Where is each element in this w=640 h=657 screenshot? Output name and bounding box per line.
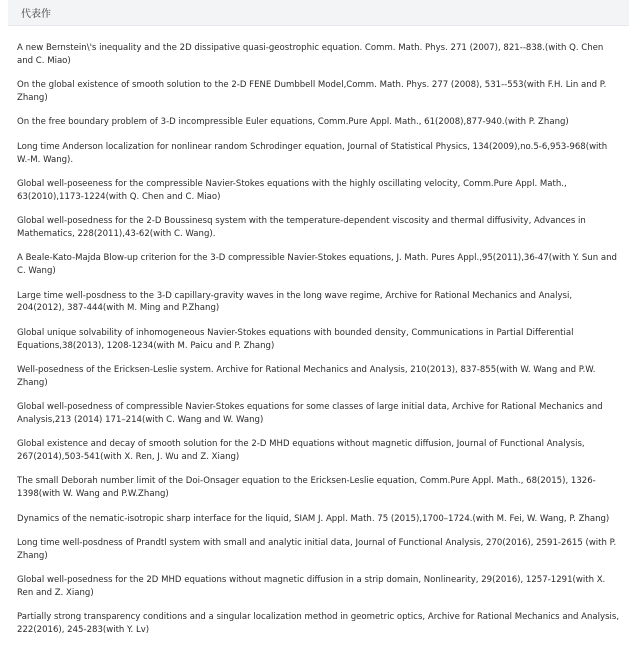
publication-item: Global well-poseeness for the compressible Navier-Stokes equations with the highly oscillating velocity, Comm.Pure Appl. Math., 63(2010),1173-1224(with Q. Chen and C. Miao) (17, 178, 567, 202)
section-header (8, 0, 629, 26)
publication-item: Partially strong transparency conditions and a singular localization method in geometric optics, Archive for Rational Mechanics and Analysis, 222(2016), 245-283(with Y. Lv) (17, 612, 620, 636)
publication-item: The small Deborah number limit of the Doi-Onsager equation to the Ericksen-Leslie equation, Comm.Pure Appl. Math., 68(2015), 1326-1398(with W. Wang and P.W.Zhang) (17, 476, 596, 500)
publication-item: On the free boundary problem of 3-D incompressible Euler equations, Comm.Pure Appl. Math., 61(2008),877-940.(with P. Zhang) (17, 117, 569, 128)
publication-item: Well-posedness of the Ericksen-Leslie system. Archive for Rational Mechanics and Analysis, 210(2013), 837-855(with W. Wang and P.W. Zhang) (17, 364, 596, 388)
publication-list (8, 26, 632, 637)
publication-item: Global unique solvability of inhomogeneous Navier-Stokes equations with bounded density, Communications in Partial Differential Equations,38(2013), 1208-1234(with M. Paicu and P. Zhang) (17, 327, 574, 351)
publication-item: Global well-posedness for the 2D MHD equations without magnetic diffusion in a strip domain, Nonlinearity, 29(2016), 1257-1291(with X. Ren and Z. Xiang) (17, 575, 606, 599)
publication-item: Long time Anderson localization for nonlinear random Schrodinger equation, Journal of Statistical Physics, 134(2009),no.5-6,953-968(with W.-M. Wang). (17, 141, 608, 165)
publication-item: Global well-posedness of compressible Navier-Stokes equations for some classes of large initial data, Archive for Rational Mechanics and Analysis,213 (2014) 171–214(with C. Wang and W. Wang) (17, 402, 603, 425)
publication-item: Global well-posedness for the 2-D Boussinesq system with the temperature-dependent viscosity and thermal diffusivity, Advances in Mathematics, 228(2011),43-62(with C. Wang). (17, 216, 586, 239)
publication-item: A new Bernstein\'s inequality and the 2D dissipative quasi-geostrophic equation. Comm. Math. Phys. 271 (2007), 821--838.(with Q. Chen and C. Miao) (17, 43, 604, 66)
publication-item: Dynamics of the nematic-isotropic sharp interface for the liquid, SIAM J. Appl. Math. 75 (2015),1700–1724.(with M. Fei, W. Wang, P. Zhang) (17, 513, 610, 524)
publication-item: Global existence and decay of smooth solution for the 2-D MHD equations without magnetic diffusion, Journal of Functional Analysis, 267(2014),503-541(with X. Ren, J. Wu and Z. Xiang) (17, 439, 585, 463)
publication-item: On the global existence of smooth solution to the 2-D FENE Dumbbell Model,Comm. Math. Phys. 277 (2008), 531--553(with F.H. Lin and P. Zhang) (17, 80, 607, 103)
section-title: 代表作 (21, 9, 51, 20)
publication-item: Long time well-posdness of Prandtl system with small and analytic initial data, Journal of Functional Analysis, 270(2016), 2591-2615 (with P. Zhang) (17, 538, 617, 561)
publication-item: Large time well-posdness to the 3-D capillary-gravity waves in the long wave regime, Archive for Rational Mechanics and Analysi, 204(2012), 387-444(with M. Ming and P.Zhang) (17, 290, 573, 314)
publication-item: A Beale-Kato-Majda Blow-up criterion for the 3-D compressible Navier-Stokes equations, J. Math. Pures Appl.,95(2011),36-47(with Y. Sun and C. Wang) (17, 253, 617, 277)
